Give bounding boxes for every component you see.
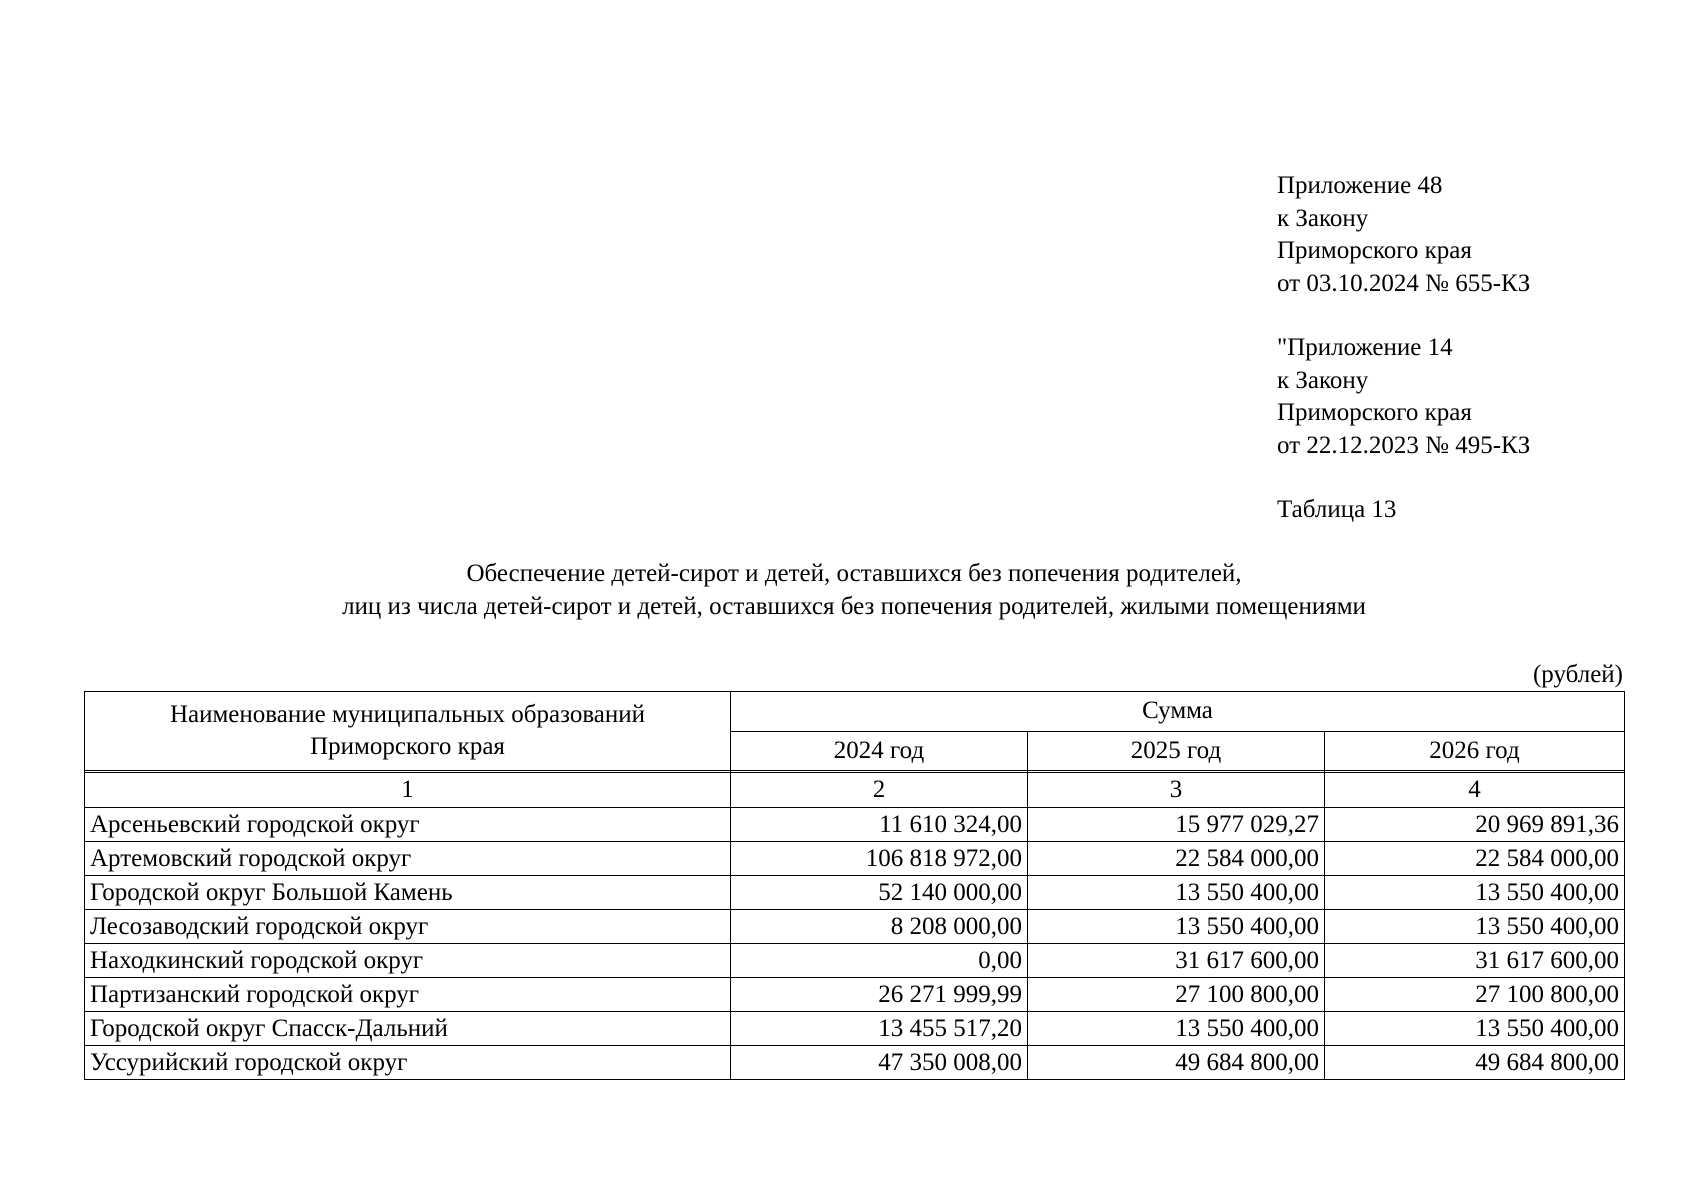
amount-2024: 106 818 972,00 bbox=[731, 842, 1028, 876]
header-year-2024: 2024 год bbox=[731, 731, 1028, 771]
amount-2026: 13 550 400,00 bbox=[1325, 876, 1625, 910]
table-row bbox=[85, 944, 1625, 978]
appendix-line: от 03.10.2024 № 655-КЗ bbox=[1277, 269, 1531, 297]
amount-2024: 13 455 517,20 bbox=[731, 1012, 1028, 1046]
header-row bbox=[85, 692, 1625, 732]
header-name-line: Приморского края bbox=[310, 733, 505, 760]
appendix-line: Приморского края bbox=[1277, 399, 1472, 426]
municipality-name: Партизанский городской округ bbox=[85, 978, 731, 1012]
data-table bbox=[84, 691, 1625, 1080]
amount-2025: 13 550 400,00 bbox=[1028, 910, 1325, 944]
appendix-line: к Закону bbox=[1277, 366, 1369, 394]
amount-2024: 52 140 000,00 bbox=[731, 876, 1028, 910]
table-row bbox=[85, 1012, 1625, 1046]
amount-2025: 13 550 400,00 bbox=[1028, 876, 1325, 910]
amount-2026: 20 969 891,36 bbox=[1325, 808, 1625, 842]
table-row bbox=[85, 978, 1625, 1012]
appendix-amended bbox=[1277, 332, 1530, 462]
municipality-name: Уссурийский городской округ bbox=[85, 1046, 731, 1080]
title-line: лиц из числа детей-сирот и детей, оставшихся без попечения родителей, жилыми помещениями bbox=[342, 593, 1366, 620]
municipality-name: Городской округ Большой Камень bbox=[85, 876, 731, 910]
municipality-name: Артемовский городской округ bbox=[85, 842, 731, 876]
table-row bbox=[85, 910, 1625, 944]
column-numbers-row bbox=[85, 773, 1625, 808]
table-label-text: Таблица 13 bbox=[1277, 496, 1397, 523]
amount-2024: 11 610 324,00 bbox=[731, 808, 1028, 842]
table-row bbox=[85, 842, 1625, 876]
title-line: Обеспечение детей-сирот и детей, оставшихся без попечения родителей, bbox=[466, 560, 1242, 587]
amount-2024: 0,00 bbox=[731, 944, 1028, 978]
appendix-line: Приложение 48 bbox=[1277, 172, 1443, 199]
amount-2026: 22 584 000,00 bbox=[1325, 842, 1625, 876]
header-sum-group: Сумма bbox=[731, 692, 1625, 732]
header-name-column bbox=[85, 692, 731, 771]
amount-2024: 47 350 008,00 bbox=[731, 1046, 1028, 1080]
table-row bbox=[85, 1046, 1625, 1080]
amount-2024: 8 208 000,00 bbox=[731, 910, 1028, 944]
table-label bbox=[1277, 494, 1530, 527]
amount-2026: 27 100 800,00 bbox=[1325, 978, 1625, 1012]
units-label: (рублей) bbox=[1532, 661, 1623, 688]
amount-2025: 13 550 400,00 bbox=[1028, 1012, 1325, 1046]
header-year-2026: 2026 год bbox=[1325, 731, 1625, 771]
municipality-name: Находкинский городской округ bbox=[85, 944, 731, 978]
column-number: 2 bbox=[731, 773, 1028, 808]
header-name-line: Наименование муниципальных образований bbox=[169, 701, 646, 728]
amount-2026: 13 550 400,00 bbox=[1325, 1012, 1625, 1046]
document-title bbox=[84, 557, 1624, 623]
column-number: 1 bbox=[85, 773, 731, 808]
amount-2025: 15 977 029,27 bbox=[1028, 808, 1325, 842]
municipality-name: Арсеньевский городской округ bbox=[85, 808, 731, 842]
amount-2026: 49 684 800,00 bbox=[1325, 1046, 1625, 1080]
amount-2024: 26 271 999,99 bbox=[731, 978, 1028, 1012]
table-row bbox=[85, 808, 1625, 842]
municipality-name: Лесозаводский городской округ bbox=[85, 910, 731, 944]
appendix-line: "Приложение 14 bbox=[1277, 334, 1453, 361]
amount-2025: 49 684 800,00 bbox=[1028, 1046, 1325, 1080]
column-number: 3 bbox=[1028, 773, 1325, 808]
appendix-line: от 22.12.2023 № 495-КЗ bbox=[1277, 431, 1531, 459]
table-row bbox=[85, 876, 1625, 910]
amount-2026: 31 617 600,00 bbox=[1325, 944, 1625, 978]
amount-2025: 31 617 600,00 bbox=[1028, 944, 1325, 978]
column-number: 4 bbox=[1325, 773, 1625, 808]
municipality-name: Городской округ Спасск-Дальний bbox=[85, 1012, 731, 1046]
amount-2025: 27 100 800,00 bbox=[1028, 978, 1325, 1012]
appendix-line: к Закону bbox=[1277, 204, 1369, 232]
appendix-header bbox=[1277, 170, 1530, 559]
appendix-current bbox=[1277, 170, 1530, 300]
header-year-2025: 2025 год bbox=[1028, 731, 1325, 771]
appendix-line: Приморского края bbox=[1277, 237, 1472, 264]
amount-2025: 22 584 000,00 bbox=[1028, 842, 1325, 876]
amount-2026: 13 550 400,00 bbox=[1325, 910, 1625, 944]
